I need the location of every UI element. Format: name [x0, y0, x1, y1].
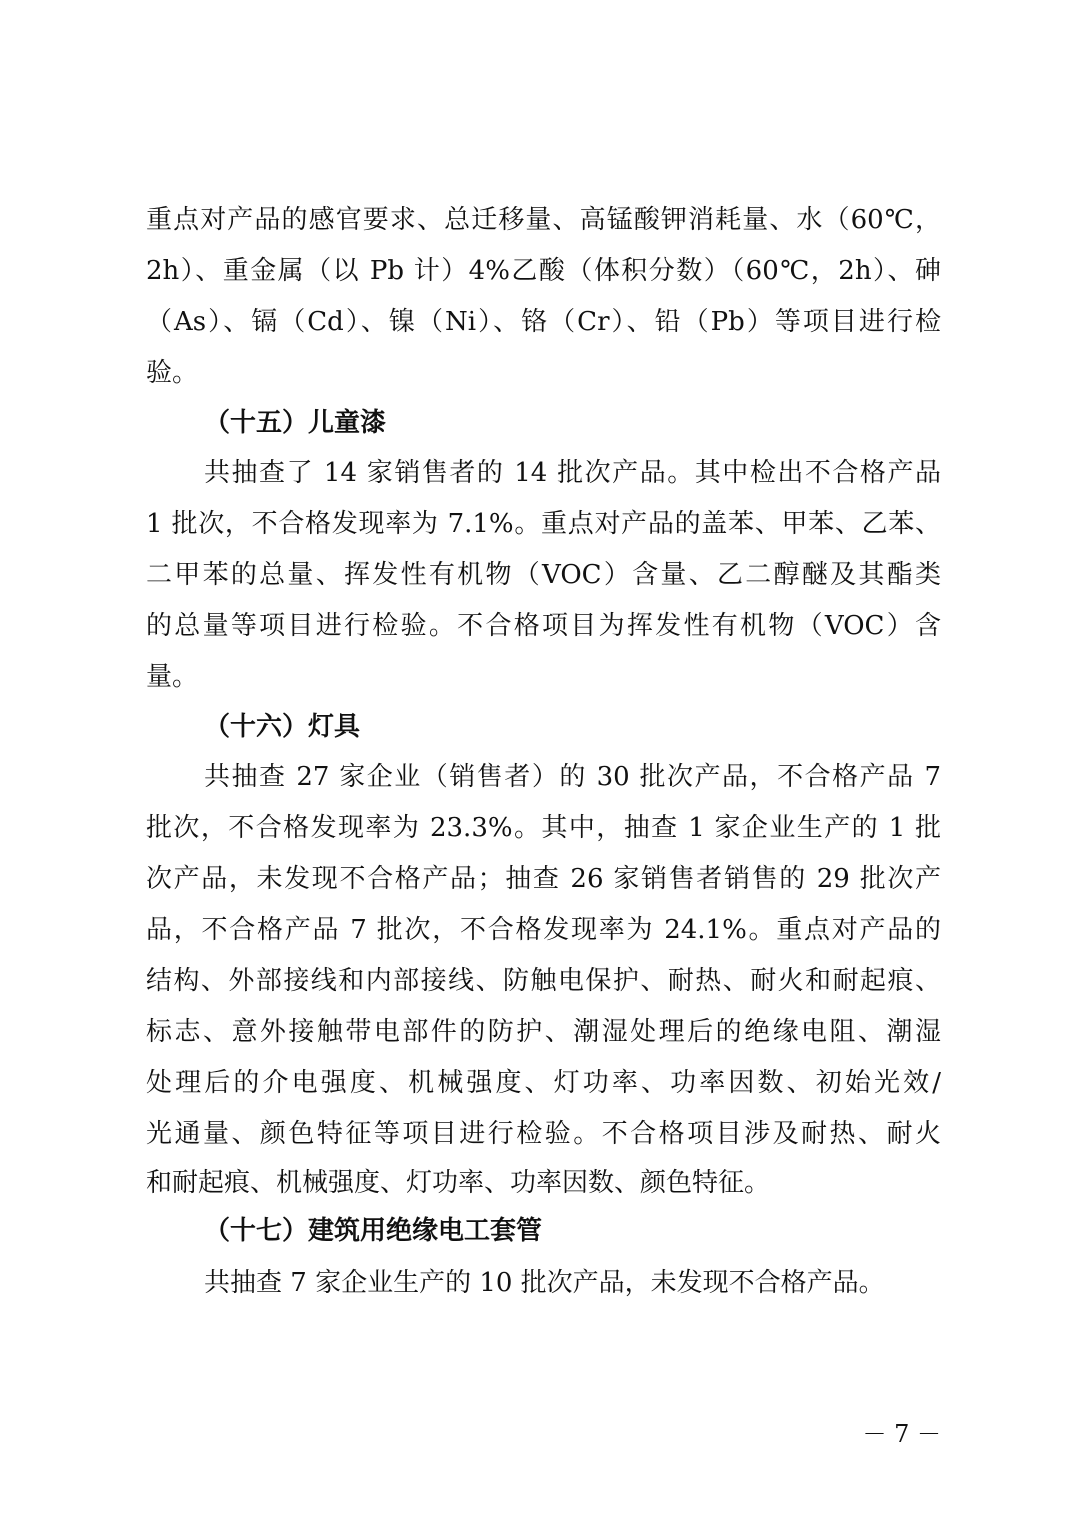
paragraph-line: 共抽查 7 家企业生产的 10 批次产品，未发现不合格产品。 [204, 1268, 885, 1298]
paragraph-line: 2h）、重金属（以 Pb 计）4%乙酸（体积分数）（60℃，2h）、砷 [146, 256, 941, 286]
section-heading-15: （十五）儿童漆 [204, 408, 387, 438]
paragraph-line: 共抽查 27 家企业（销售者）的 30 批次产品，不合格产品 7 [204, 762, 941, 792]
paragraph-line: 批次，不合格发现率为 23.3%。其中，抽查 1 家企业生产的 1 批 [146, 813, 941, 843]
paragraph-line: 标志、意外接触带电部件的防护、潮湿处理后的绝缘电阻、潮湿 [146, 1017, 941, 1047]
paragraph-line: 品，不合格产品 7 批次，不合格发现率为 24.1%。重点对产品的 [146, 915, 941, 945]
section-heading-16: （十六）灯具 [204, 712, 361, 742]
paragraph-line: 1 批次，不合格发现率为 7.1%。重点对产品的盖苯、甲苯、乙苯、 [146, 509, 941, 539]
section-heading-17: （十七）建筑用绝缘电工套管 [204, 1216, 543, 1246]
paragraph-line: 验。 [146, 358, 199, 388]
paragraph-line: 的总量等项目进行检验。不合格项目为挥发性有机物（VOC）含 [146, 611, 941, 641]
paragraph-line: 共抽查了 14 家销售者的 14 批次产品。其中检出不合格产品 [204, 458, 941, 488]
paragraph-line: 重点对产品的感官要求、总迁移量、高锰酸钾消耗量、水（60℃， [146, 205, 941, 235]
paragraph-line: 处理后的介电强度、机械强度、灯功率、功率因数、初始光效/ [146, 1068, 941, 1098]
paragraph-line: 光通量、颜色特征等项目进行检验。不合格项目涉及耐热、耐火 [146, 1119, 941, 1149]
page-number: － 7 － [862, 1420, 941, 1448]
paragraph-line: 和耐起痕、机械强度、灯功率、功率因数、颜色特征。 [146, 1168, 771, 1198]
paragraph-line: （As）、镉（Cd）、镍（Ni）、铬（Cr）、铅（Pb）等项目进行检 [146, 307, 941, 337]
paragraph-line: 二甲苯的总量、挥发性有机物（VOC）含量、乙二醇醚及其酯类 [146, 560, 941, 590]
paragraph-line: 结构、外部接线和内部接线、防触电保护、耐热、耐火和耐起痕、 [146, 966, 941, 996]
paragraph-line: 次产品，未发现不合格产品；抽查 26 家销售者销售的 29 批次产 [146, 864, 941, 894]
paragraph-line: 量。 [146, 662, 199, 692]
